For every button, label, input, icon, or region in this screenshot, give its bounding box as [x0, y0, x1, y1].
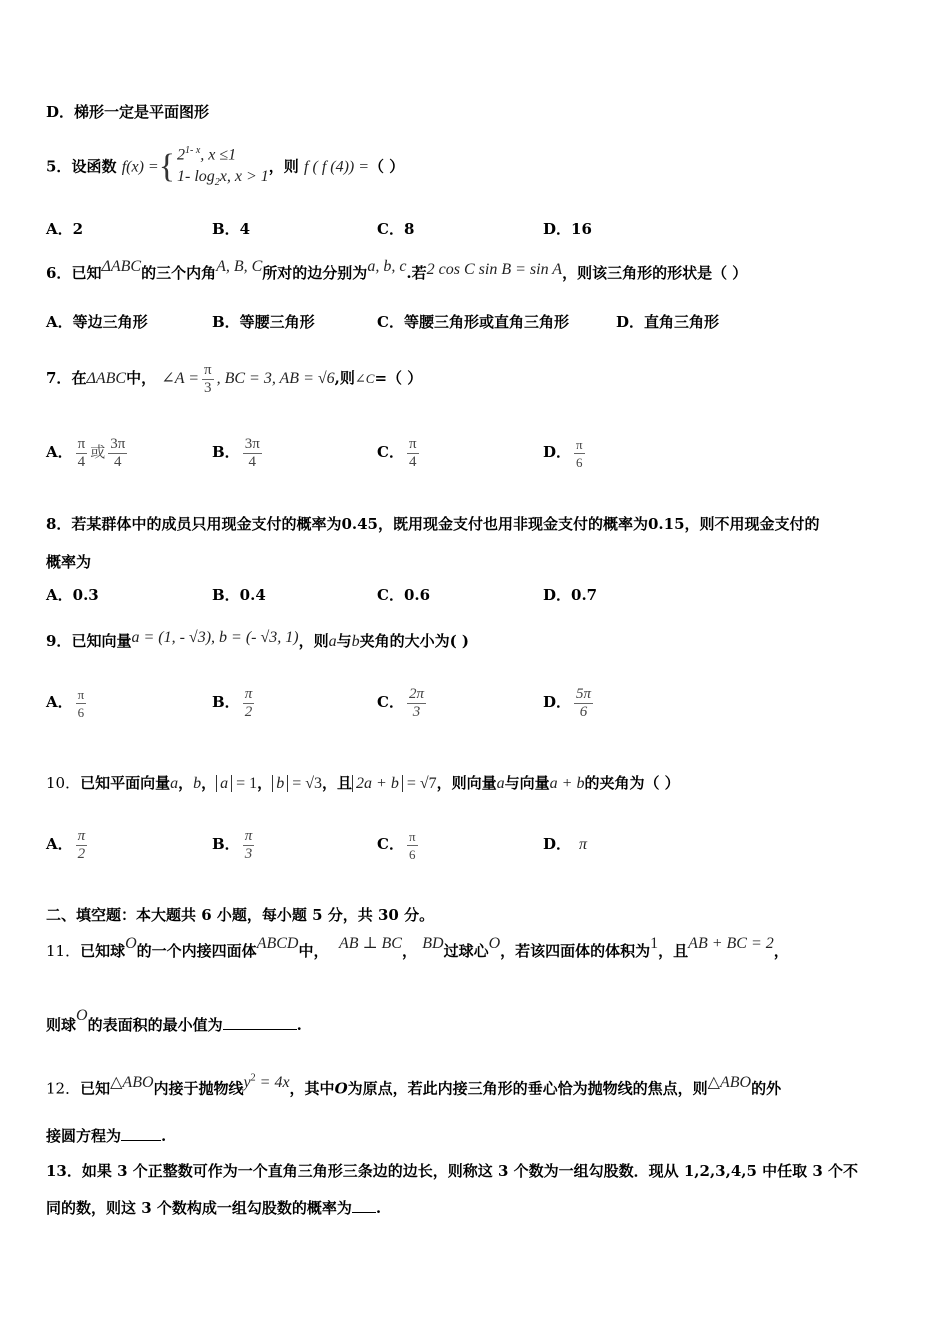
question-13-line1: 13．如果 3 个正整数可作为一个直角三角形三条边的边长，则称这 3 个数为一组勾股数．现从 1,2,3,4,5 中任取 3 个不	[46, 1162, 859, 1180]
question-6: 6．已知ΔABC的三个内角A, B, C所对的边分别为a, b, c.若2 cos C sin B = sin A，则该三角形的形状是（ ）	[46, 258, 748, 282]
section-2-heading: 二、填空题：本大题共 6 小题，每小题 5 分，共 30 分。	[46, 906, 435, 924]
option-b[interactable]: B．0.4	[212, 586, 266, 604]
option-d-prev: D．梯形一定是平面图形	[46, 103, 210, 121]
question-9-options	[46, 680, 904, 724]
brace-icon: {	[158, 148, 176, 186]
option-a[interactable]: A． $\frac{\pi}{6}$	[46, 686, 85, 720]
question-13-line2: 同的数，则这 3 个数构成一组勾股数的概率为 .	[46, 1199, 382, 1217]
option-c[interactable]: C．等腰三角形或直角三角形	[377, 313, 569, 331]
piecewise-cases: 2$^{1- x}$, x ≤1 1- $\log_2x$, x > 1	[177, 145, 269, 189]
option-b[interactable]: B．4	[212, 220, 251, 238]
option-a[interactable]: A．2	[46, 220, 84, 238]
option-d[interactable]: D．直角三角形	[616, 313, 720, 331]
question-9: 9．已知向量a = (1, - √3), b = (- √3, 1)，则a与b夹角的大小为( )	[46, 629, 470, 650]
question-8-line2: 概率为	[46, 553, 92, 571]
answer-blank[interactable]	[223, 1015, 297, 1030]
option-d[interactable]: D． $\frac{5\pi}{6}$	[543, 685, 592, 720]
option-b[interactable]: B． $\frac{\pi}{2}$	[212, 685, 253, 720]
option-a[interactable]: A．0.3	[46, 586, 99, 604]
option-c[interactable]: C． $\frac{\pi}{4}$	[377, 435, 417, 470]
question-10: 10．已知平面向量a，b， a = 1， b = √3，且 2a + b = √7，则向量a与向量a + b的夹角为（ ）	[46, 774, 680, 792]
option-a[interactable]: A． $\frac{\pi}{4}$ 或 $\frac{3\pi}{4}$	[46, 435, 126, 470]
option-c[interactable]: C．8	[377, 220, 415, 238]
fraction: $\frac{\pi}{3}$	[204, 361, 212, 396]
option-b[interactable]: B．等腰三角形	[212, 313, 315, 331]
answer-blank[interactable]	[352, 1198, 376, 1213]
option-d[interactable]: D． π	[543, 835, 588, 853]
option-b[interactable]: B． $\frac{3\pi}{4}$	[212, 435, 260, 470]
answer-blank[interactable]	[121, 1126, 161, 1141]
option-c[interactable]: C．0.6	[377, 586, 431, 604]
question-8-line1: 8．若某群体中的成员只用现金支付的概率为0.45，既用现金支付也用非现金支付的概率为0.15，则不用现金支付的	[46, 515, 820, 533]
question-11-line2: 则球O的表面积的最小值为 .	[46, 1007, 302, 1034]
option-c[interactable]: C． $\frac{\pi}{6}$	[377, 828, 416, 862]
question-12: 12．已知△ABO内接于抛物线$y^2 = 4x$，其中O为原点，若此内接三角形的垂心恰为抛物线的焦点，则△ABO的外	[46, 1073, 782, 1098]
question-7-options	[46, 430, 904, 474]
option-b[interactable]: B． $\frac{\pi}{3}$	[212, 827, 253, 862]
question-7: 7．在ΔABC中， ∠A = $\frac{\pi}{3}$ , BC = 3, AB = √6,则∠C=（ ）	[46, 361, 423, 396]
option-d[interactable]: D．16	[543, 220, 592, 238]
option-a[interactable]: A． $\frac{\pi}{2}$	[46, 827, 86, 862]
option-a[interactable]: A．等边三角形	[46, 313, 148, 331]
option-d[interactable]: D．0.7	[543, 586, 598, 604]
option-d[interactable]: D． $\frac{\pi}{6}$	[543, 436, 583, 470]
option-c[interactable]: C． $\frac{2\pi}{3}$	[377, 685, 424, 720]
question-12-line2: 接圆方程为 .	[46, 1127, 167, 1145]
question-10-options	[46, 822, 904, 866]
question-5: 5．设函数 f(x) ={ 2$^{1- x}$, x ≤1 1- $\log_2x$, x > 1 ，则 f ( f (4)) =（ ）	[46, 140, 904, 195]
question-11: 11．已知球O的一个内接四面体ABCD中， AB ⊥ BC， BD过球心O，若该四面体的体积为1，且AB + BC = 2，	[46, 935, 789, 960]
